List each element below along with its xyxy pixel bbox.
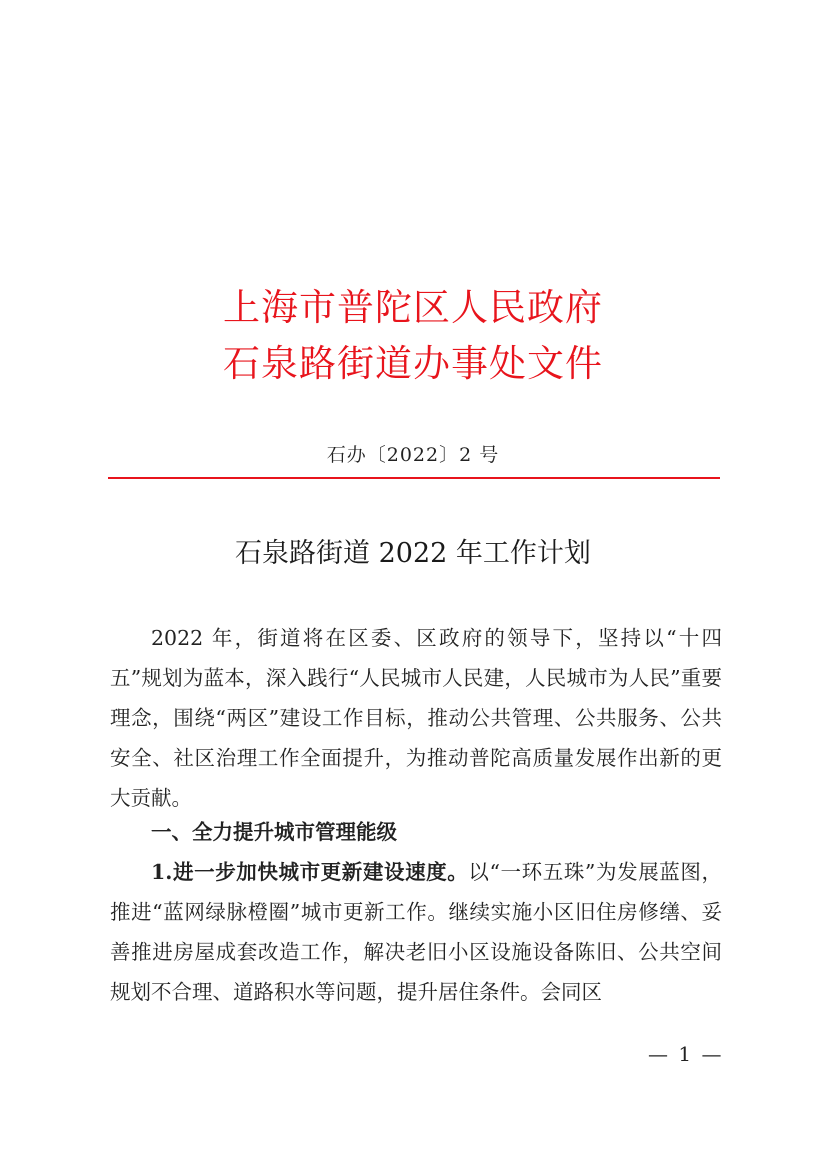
red-separator-line [108,477,720,479]
document-title: 石泉路街道 2022 年工作计划 [235,538,591,569]
page-number: — 1 — [648,1042,724,1066]
issuing-organization-line-1: 上海市普陀区人民政府 [223,286,603,329]
document-number: 石办〔2022〕2 号 [326,444,500,466]
item-heading: 1.进一步加快城市更新建设速度。 [151,860,469,884]
section-heading: 一、全力提升城市管理能级 [151,820,397,844]
item-body-text: 以“一环五珠”为发展蓝图，推进“蓝网绿脉橙圈”城市更新工作。继续实施小区旧住房修缮、妥善推进房屋成套改造工作，解决老旧小区设施设备陈旧、公共空间规划不合理、道路积水等问题，提升居住条件。会同区 [110,860,722,1004]
issuing-organization-line-2: 石泉路街道办事处文件 [223,342,603,385]
section-item-paragraph [110,852,722,1012]
intro-paragraph: 2022 年，街道将在区委、区政府的领导下，坚持以“十四五”规划为蓝本，深入践行“人民城市人民建，人民城市为人民”重要理念，围绕“两区”建设工作目标，推动公共管理、公共服务、公共安全、社区治理工作全面提升，为推动普陀高质量发展作出新的更大贡献。 [110,626,722,810]
